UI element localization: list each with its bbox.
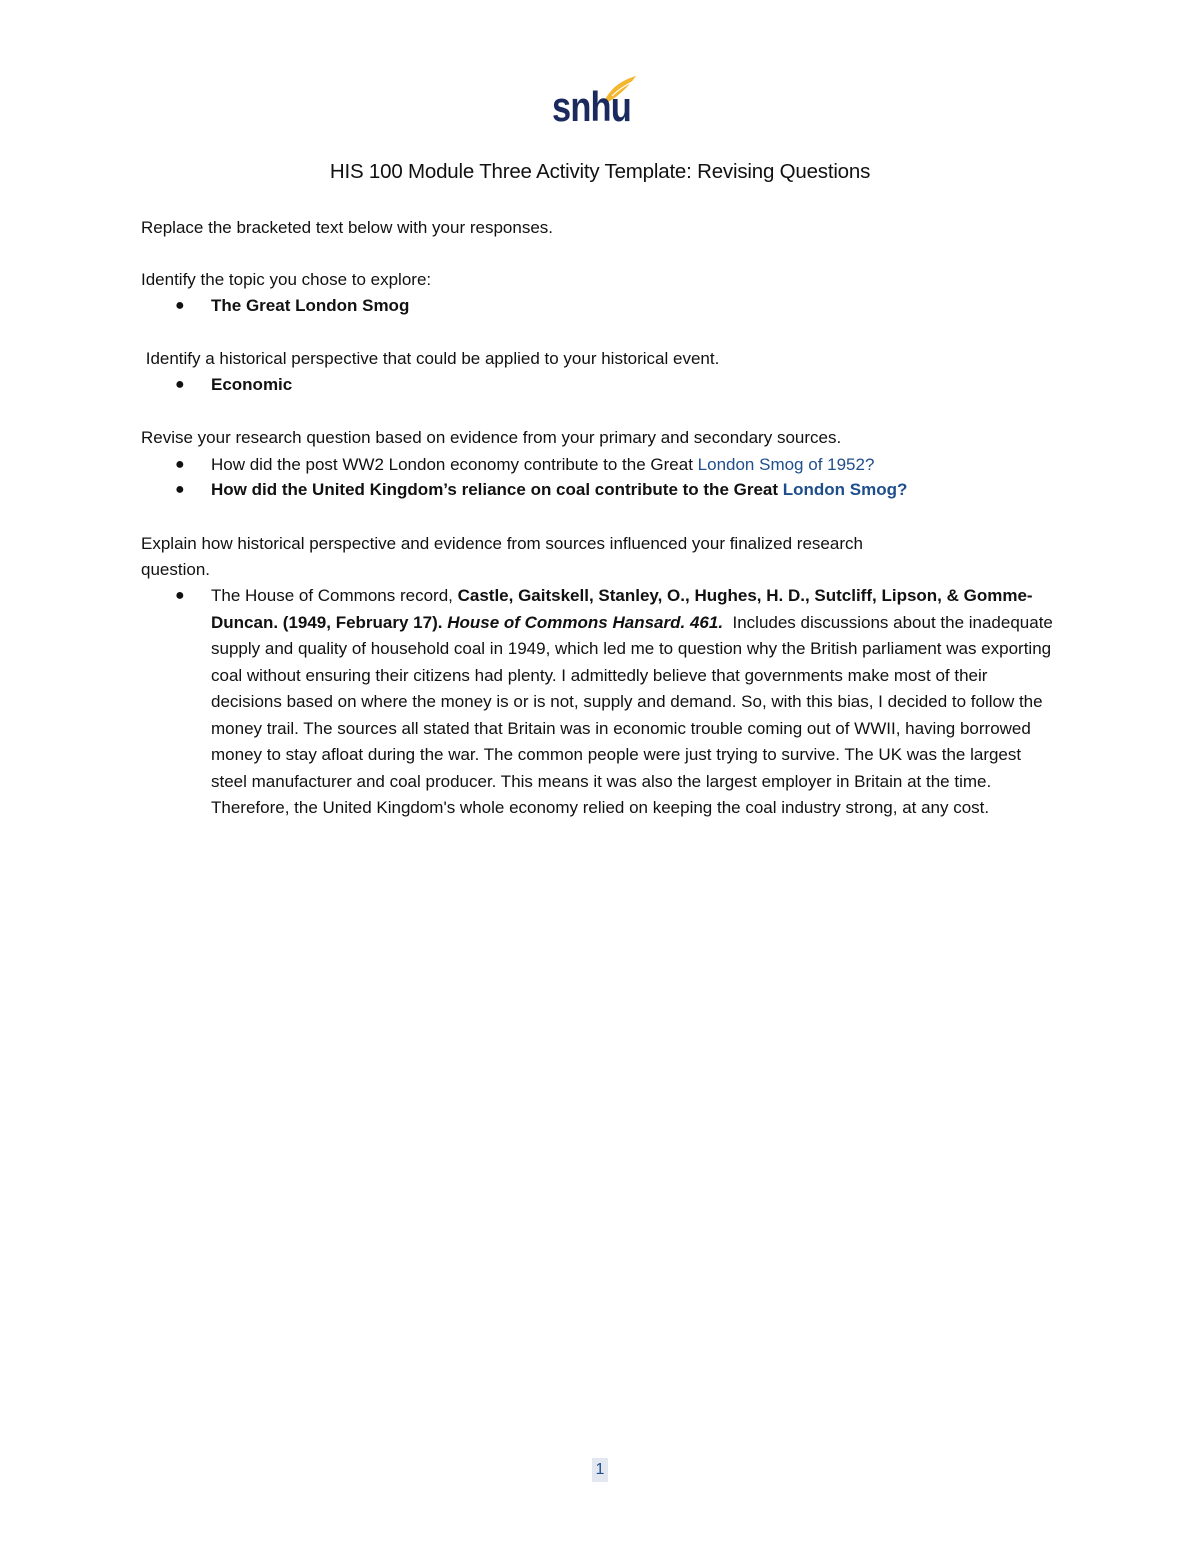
explanation-paragraph — [211, 583, 1061, 822]
topic-prompt: Identify the topic you chose to explore: — [141, 270, 432, 289]
citation-text: Castle, Gaitskell, Stanley, O., Hughes, H. D., Sutcliff, Lipson, & Gomme-Duncan. (1949, February 17). — [211, 586, 1033, 632]
revised-question-link: London Smog? — [782, 480, 908, 499]
bullet-icon: ● — [175, 587, 185, 604]
explain-prompt-line1: Explain how historical perspective and evidence from sources influenced your finalized research — [141, 534, 863, 553]
bullet-icon: ● — [175, 376, 185, 393]
original-question-link: London Smog of 1952? — [697, 455, 875, 474]
explain-prompt-line2: question. — [141, 560, 210, 579]
bullet-icon: ● — [175, 456, 185, 473]
topic-answer: The Great London Smog — [211, 296, 410, 315]
revised-question — [211, 477, 907, 503]
page-number: 1 — [592, 1458, 608, 1482]
bullet-icon: ● — [175, 481, 185, 498]
instructions-text: Replace the bracketed text below with your responses. — [141, 218, 554, 237]
bullet-icon: ● — [175, 297, 185, 314]
revised-question-text: How did the United Kingdom’s reliance on coal contribute to the Great — [211, 480, 783, 499]
original-question — [211, 452, 874, 478]
original-question-text: How did the post WW2 London economy contribute to the Great — [211, 455, 698, 474]
perspective-answer: Economic — [211, 375, 293, 394]
logo-wordmark: snhu — [552, 83, 631, 130]
page-title: HIS 100 Module Three Activity Template: Revising Questions — [329, 160, 871, 183]
explanation-lead: The House of Commons record, — [211, 586, 458, 605]
revise-prompt: Revise your research question based on evidence from your primary and secondary sources. — [141, 428, 842, 447]
citation-source: House of Commons Hansard. 461. — [447, 612, 724, 632]
perspective-prompt: Identify a historical perspective that could be applied to your historical event. — [141, 349, 720, 368]
explanation-body: Includes discussions about the inadequate supply and quality of household coal in 1949, which led me to question why the British parliament was exporting coal without ensuring their citizens had plenty. I admittedly believe that governments make most of their decisions based on where the money is or is not, supply and demand. So, with this bias, I decided to follow the money trail. The sources all stated that Britain was in economic trouble coming out of WWII, having borrowed money to stay afloat during the war. The common people were just trying to survive. The UK was the largest steel manufacturer and coal producer. This means it was also the largest employer in Britain at the time. Therefore, the United Kingdom's whole economy relied on keeping the coal industry strong, at any cost. — [211, 612, 1058, 817]
snhu-logo — [552, 72, 642, 134]
